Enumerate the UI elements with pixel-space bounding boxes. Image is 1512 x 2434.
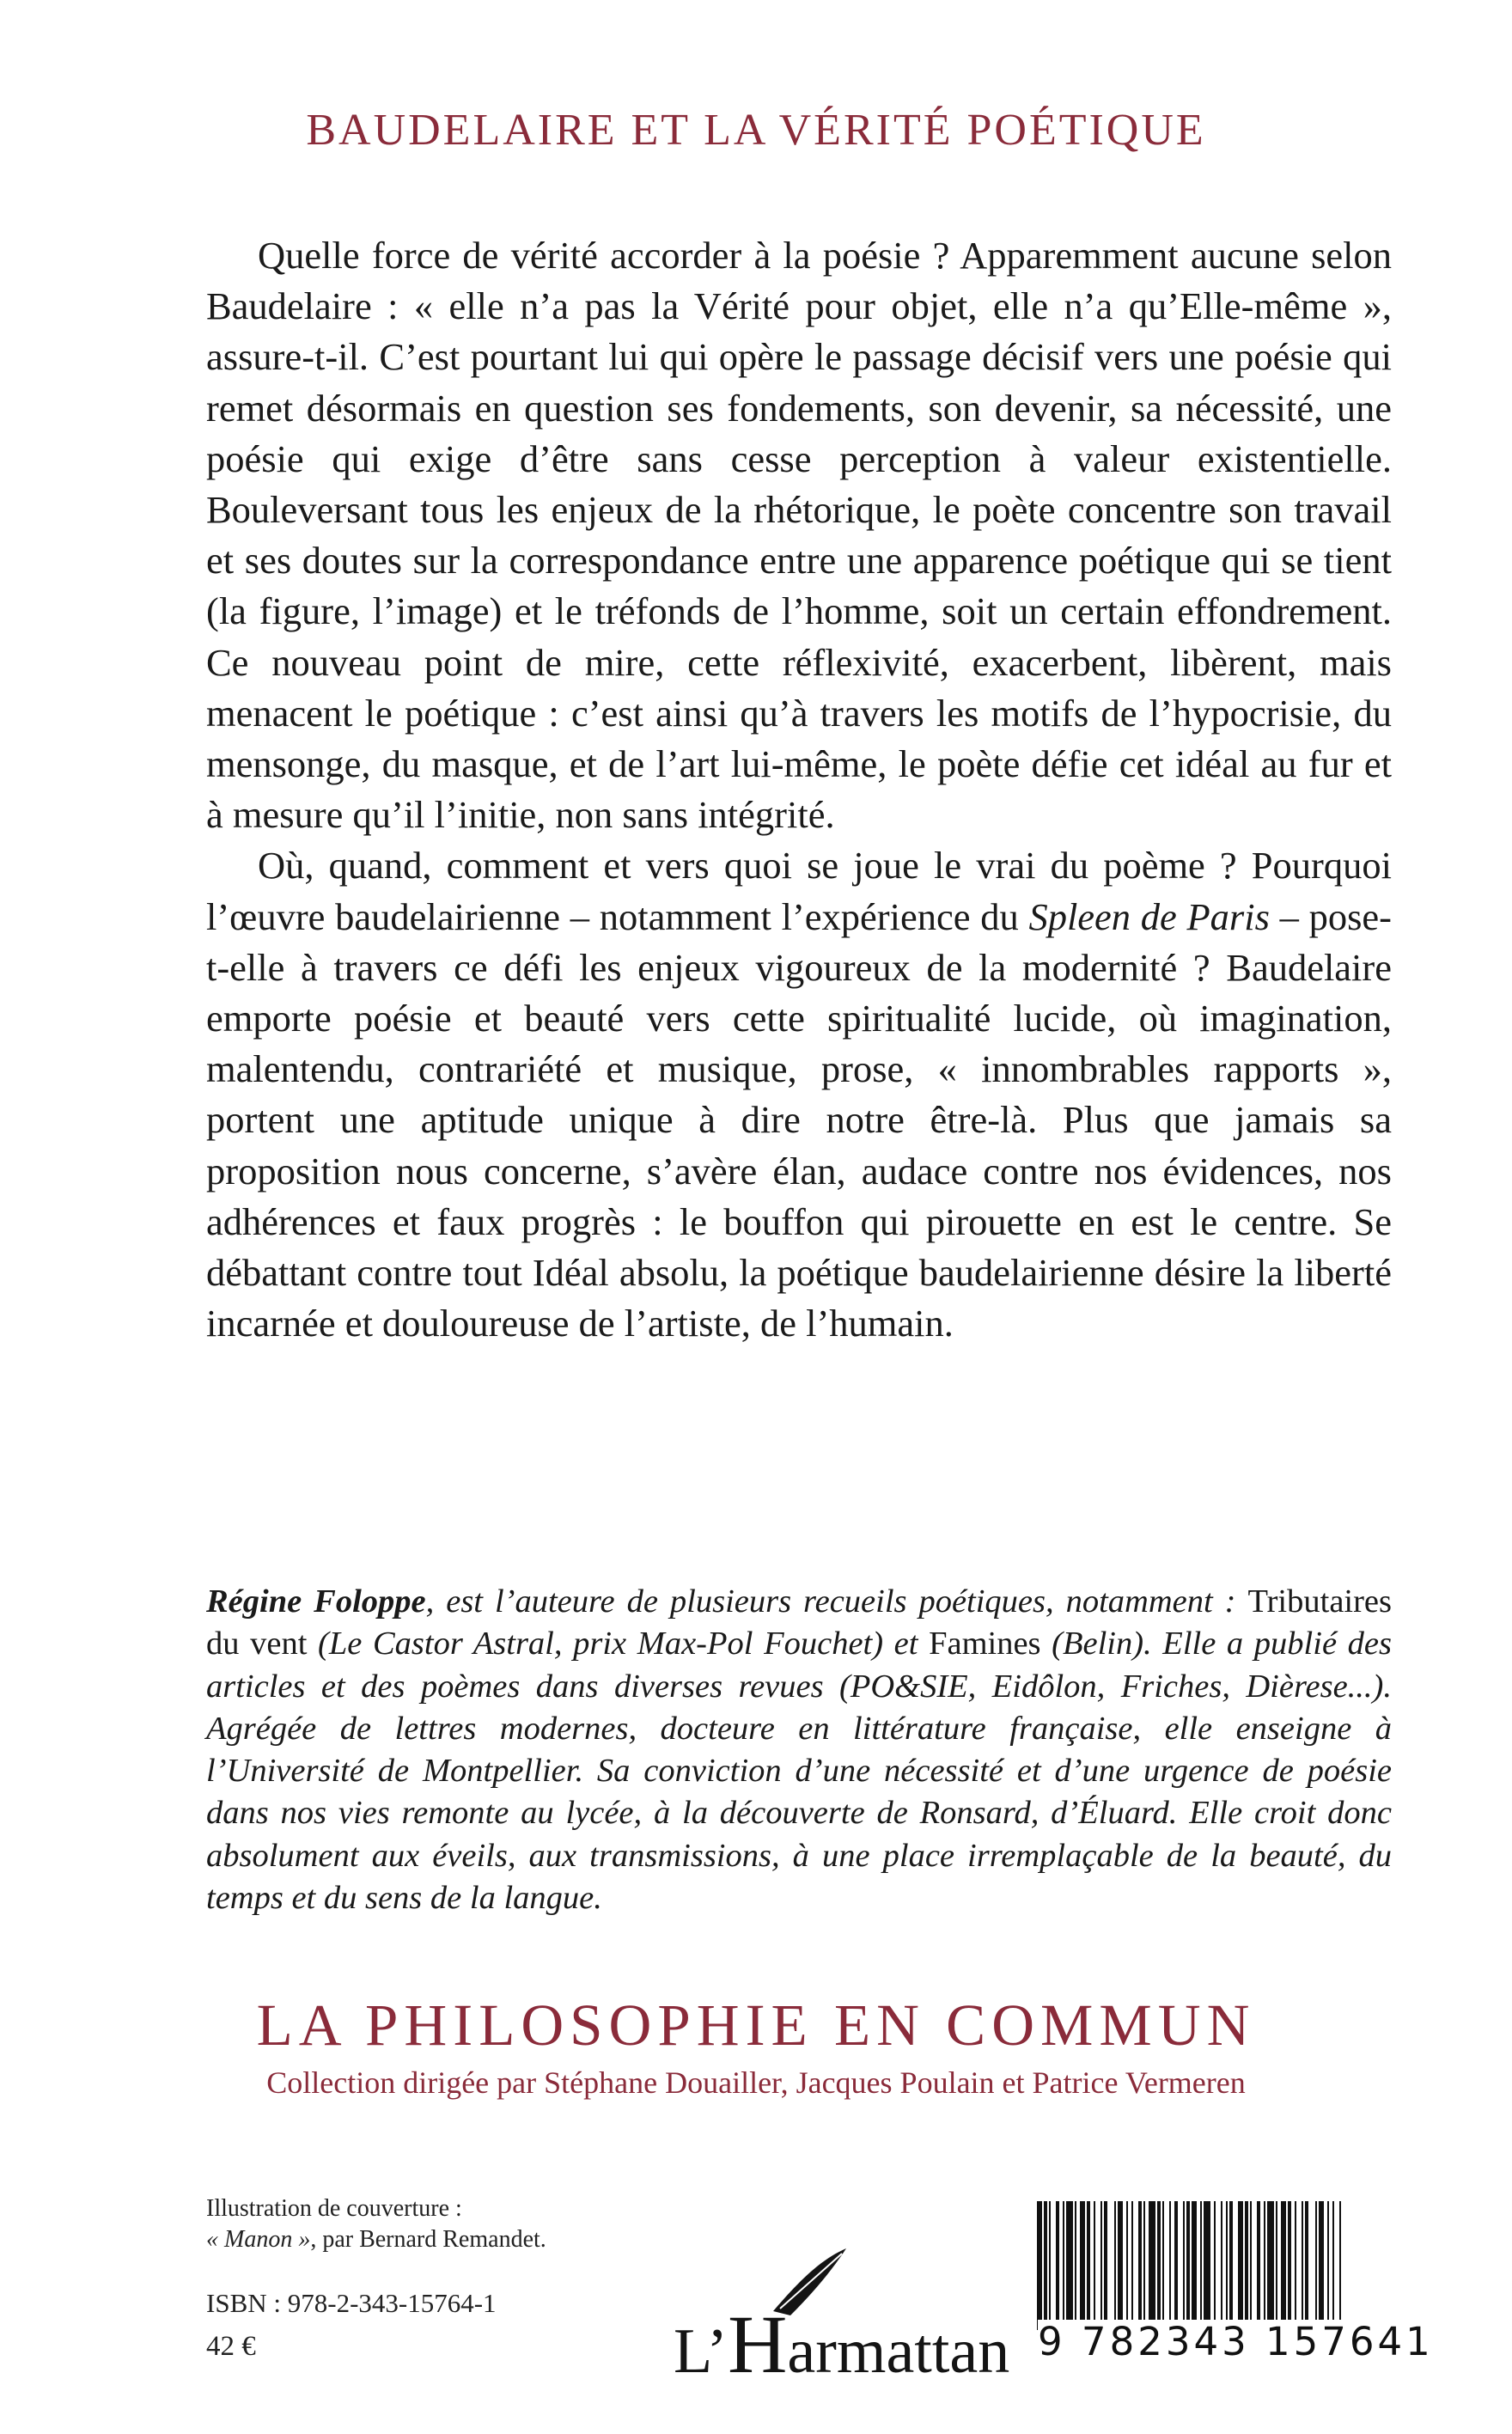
barcode-bar — [1118, 2201, 1123, 2330]
barcode-bar — [1066, 2201, 1073, 2330]
barcode-bar — [1162, 2201, 1164, 2330]
publisher-logo — [670, 2247, 1010, 2390]
barcode-bar — [1250, 2201, 1252, 2330]
barcode-bar — [1087, 2201, 1090, 2330]
cover-credit-label: Illustration de couverture : — [206, 2195, 462, 2222]
collection-directors: Collection dirigée par Stéphane Douailler, Jacques Poulain et Patrice Vermeren — [266, 2065, 1246, 2100]
publisher-prefix: L’ — [674, 2316, 729, 2387]
barcode-bar — [1339, 2201, 1341, 2330]
barcode-bar — [1288, 2201, 1291, 2330]
barcode-bar — [1327, 2201, 1329, 2330]
isbn: ISBN : 978-2-343-15764-1 — [206, 2288, 497, 2318]
paragraph-2-text-before: Où, quand, comment et vers quoi se joue le vrai du poème ? Pourquoi l’œuvre baudelairienne – notamment l’expérience du — [206, 844, 1392, 938]
barcode-bar — [1332, 2201, 1334, 2330]
author-bio — [206, 1581, 1392, 1919]
price: 42 € — [206, 2331, 256, 2362]
barcode-bar — [1245, 2201, 1248, 2330]
barcode-bar — [1063, 2201, 1064, 2330]
book-title: BAUDELAIRE ET LA VÉRITÉ POÉTIQUE — [306, 106, 1206, 155]
barcode-bar — [1192, 2201, 1197, 2330]
barcode-bar — [1114, 2201, 1116, 2330]
summary-paragraph-2 — [206, 840, 1392, 1349]
bio-book-2: Famines — [929, 1626, 1041, 1662]
barcode-bars — [1035, 2201, 1344, 2330]
barcode-bar — [1183, 2201, 1185, 2330]
barcode-bar — [1157, 2201, 1161, 2330]
barcode-bar — [1037, 2201, 1042, 2330]
barcode-bar — [1100, 2201, 1102, 2330]
barcode-bar — [1214, 2201, 1216, 2330]
barcode-bar — [1169, 2201, 1171, 2330]
barcode-bar — [1049, 2201, 1051, 2330]
barcode-bar — [1229, 2201, 1233, 2330]
cover-artist: , par Bernard Remandet. — [310, 2226, 546, 2253]
barcode-bar — [1138, 2201, 1142, 2330]
bio-intro: , est l’auteure de plusieurs recueils poétiques, notamment : — [425, 1583, 1248, 1620]
barcode-bar — [1264, 2201, 1265, 2330]
publisher-name — [674, 2297, 1009, 2392]
barcode-bar — [1302, 2201, 1303, 2330]
barcode-bar — [1186, 2201, 1190, 2330]
barcode-bar — [1044, 2201, 1047, 2330]
bio-book-1-note: (Le Castor Astral, prix Max-Pol Fouchet) et — [307, 1626, 930, 1662]
barcode-bar — [1104, 2201, 1107, 2330]
paragraph-2-text-after: – pose-t-elle à travers ce défi les enjeux vigoureux de la modernité ? Baudelaire emporte poésie et beauté vers cette spiritualité lucide, où imagination, malentendu, contrariété et musique, prose, « innombrables rapports », portent une aptitude unique à dire notre être-là. Plus que jamais sa proposition nous concerne, s’avère élan, audace contre nos évidences, nos adhérences et faux progrès : le bouffon qui pirouette en est le centre. Se débattant contre tout Idéal absolu, la poétique baudelairienne désire la liberté incarnée et douloureuse de l’artiste, de l’humain. — [206, 894, 1392, 1345]
cover-credit-line — [206, 2224, 546, 2255]
barcode-bar — [1267, 2201, 1274, 2330]
barcode-bar — [1305, 2201, 1308, 2330]
author-name: Régine Foloppe — [206, 1583, 426, 1620]
publisher-rest: armattan — [787, 2316, 1010, 2387]
barcode-bar — [1131, 2201, 1133, 2330]
publisher-initial: H — [728, 2298, 788, 2390]
spleen-de-paris-title: Spleen de Paris — [1028, 894, 1270, 938]
barcode-bar — [1281, 2201, 1286, 2330]
collection-title: LA PHILOSOPHIE EN COMMUN — [256, 1992, 1256, 2058]
barcode-bar — [1200, 2201, 1202, 2330]
bio-rest: Elle a publié des articles et des poèmes dans diverses revues (PO&SIE, Eidôlon, Friches, Dièrese...). Agrégée de lettres modernes, docteure en littérature française, elle enseigne à l’Université de Montpellier. Sa conviction d’une nécessité et d’une urgence de poésie dans nos vies remonte au lycée, à la découverte de Ronsard, d’Éluard. Elle croit donc absolument aux éveils, aux transmissions, à une place irremplaçable de la beauté, du temps et du sens de la langue. — [206, 1626, 1392, 1917]
barcode-bar — [1319, 2201, 1324, 2330]
barcode-bar — [1056, 2201, 1059, 2330]
barcode-bar — [1149, 2201, 1155, 2330]
barcode-bar — [1143, 2201, 1145, 2330]
barcode-bar — [1221, 2201, 1222, 2330]
barcode-bar — [1226, 2201, 1228, 2330]
cover-credit — [206, 2193, 546, 2255]
barcode-bar — [1204, 2201, 1210, 2330]
barcode-bar — [1238, 2201, 1243, 2330]
barcode-bar — [1257, 2201, 1260, 2330]
bio-book-2-note: (Belin). — [1040, 1626, 1152, 1662]
barcode-bar — [1075, 2201, 1076, 2330]
barcode-bar — [1126, 2201, 1128, 2330]
summary-paragraph-1: Quelle force de vérité accorder à la poésie ? Apparemment aucune selon Baudelaire : « elle n’a pas la Vérité pour objet, elle n’a qu’Elle-même », assure-t-il. C’est pourtant lui qui opère le passage décisif vers une poésie qui remet désormais en question ses fondements, son devenir, sa nécessité, une poésie qui exige d’être sans cesse perception à valeur existentielle. Bouleversant tous les enjeux de la rhétorique, le poète concentre son travail et ses doutes sur la correspondance entre une apparence poétique qui se tient (la figure, l’image) et le tréfonds de l’homme, soit un certain effondrement. Ce nouveau point de mire, cette réflexivité, exacerbent, libèrent, mais menacent le poétique : c’est ainsi qu’à travers les motifs de l’hypocrisie, du mensonge, du masque, et de l’art lui-même, le poète défie cet idéal au fur et à mesure qu’il l’initie, non sans intégrité. — [206, 234, 1392, 837]
barcode-bar — [1174, 2201, 1178, 2330]
summary-text — [206, 230, 1392, 1349]
barcode-bar — [1080, 2201, 1085, 2330]
cover-work-title: « Manon » — [206, 2226, 311, 2253]
bio-book-1: Tributaires du vent — [206, 1583, 1392, 1662]
barcode-bar — [1315, 2201, 1317, 2330]
barcode-number: 9 782343 157641 — [1038, 2319, 1434, 2364]
barcode-bar — [1094, 2201, 1095, 2330]
barcode-bar — [1276, 2201, 1277, 2330]
barcode-bar — [1295, 2201, 1296, 2330]
